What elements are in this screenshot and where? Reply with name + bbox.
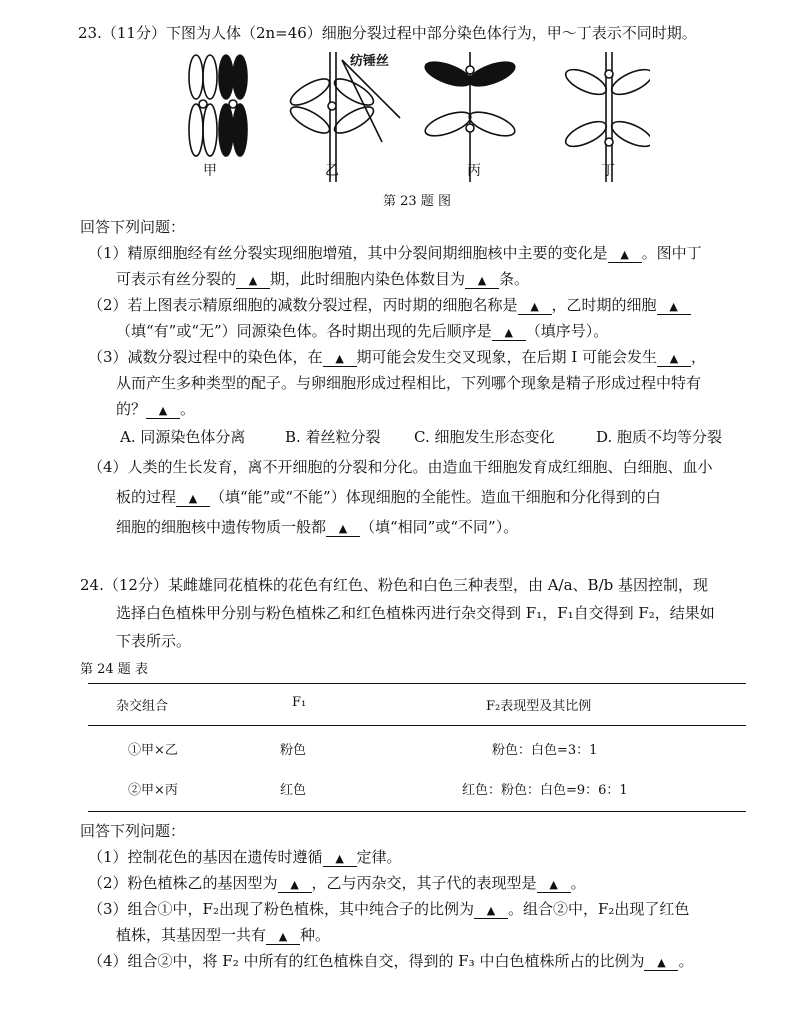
table-header-cross: 杂交组合 xyxy=(116,699,169,714)
answer-blank: ▲ xyxy=(518,300,552,315)
label-jia: 甲 xyxy=(203,163,217,179)
answer-blank: ▲ xyxy=(278,878,312,893)
answer-blank: ▲ xyxy=(492,326,526,341)
spindle-label: 纺锤丝 xyxy=(350,54,390,69)
q24-header-line1: 24.（12分）某雌雄同花植株的花色有红色、粉色和白色三种表型，由 A/a、B/b 基因控制，现 xyxy=(80,576,708,594)
answer-blank: ▲ xyxy=(657,300,691,315)
q23-header: 23.（11分）下图为人体（2n=46）细胞分裂过程中部分染色体行为，甲～丁表示不同时期。 xyxy=(78,24,697,42)
answer-blank: ▲ xyxy=(323,852,357,867)
table-cell: 粉色：白色=3：1 xyxy=(492,743,598,758)
table-header-f1: F₁ xyxy=(292,695,307,710)
option-c: C. 细胞发生形态变化 xyxy=(414,428,555,446)
q23-part3-line1: （3）减数分裂过程中的染色体，在 ▲ 期可能会发生交叉现象，在后期 I 可能会发生 ▲ ， xyxy=(88,348,707,366)
q23-prompt: 回答下列问题： xyxy=(80,218,186,236)
answer-blank: ▲ xyxy=(608,248,642,263)
answer-blank: ▲ xyxy=(146,404,180,419)
answer-blank: ▲ xyxy=(323,352,357,367)
option-d: D. 胞质不均等分裂 xyxy=(596,428,723,446)
label-bing: 丙 xyxy=(467,163,481,179)
table-cell: 粉色 xyxy=(280,743,307,758)
answer-blank: ▲ xyxy=(474,904,508,919)
table-cell: 红色 xyxy=(280,783,307,798)
q24-part3-line2: 植株，其基因型一共有 ▲ 种。 xyxy=(116,926,331,944)
answer-blank: ▲ xyxy=(657,352,691,367)
table-cell: ②甲×丙 xyxy=(128,783,178,798)
q23-part3-line3: 的？ ▲ 。 xyxy=(116,400,196,418)
q24-header-line2: 选择白色植株甲分别与粉色植株乙和红色植株丙进行杂交得到 F₁，F₁自交得到 F₂，结果如 xyxy=(116,604,715,622)
label-yi: 乙 xyxy=(325,163,339,179)
table-cell: ①甲×乙 xyxy=(128,743,178,758)
q23-part1-line1: （1）精原细胞经有丝分裂实现细胞增殖，其中分裂间期细胞核中主要的变化是 ▲ 。图中丁 xyxy=(88,244,702,262)
q24-part4: （4）组合②中，将 F₂ 中所有的红色植株自交，得到的 F₃ 中白色植株所占的比例为 ▲ 。 xyxy=(88,952,694,970)
q23-part4-line3: 细胞的细胞核中遗传物质一般都 ▲ （填“相同”或“不同”）。 xyxy=(116,518,519,536)
option-b: B. 着丝粒分裂 xyxy=(285,428,381,446)
q24-part2: （2）粉色植株乙的基因型为 ▲ ，乙与丙杂交，其子代的表现型是 ▲ 。 xyxy=(88,874,586,892)
table-cell: 红色：粉色：白色=9：6：1 xyxy=(462,783,628,798)
answer-blank: ▲ xyxy=(176,492,210,507)
q24-part1: （1）控制花色的基因在遗传时遵循 ▲ 定律。 xyxy=(88,848,402,866)
q23-part4-line1: （4）人类的生长发育，离不开细胞的分裂和分化。由造血干细胞发育成红细胞、白细胞、血小 xyxy=(88,458,713,476)
answer-blank: ▲ xyxy=(537,878,571,893)
q23-part1-line2: 可表示有丝分裂的 ▲ 期，此时细胞内染色体数目为 ▲ 条。 xyxy=(116,270,530,288)
chromosome-jia xyxy=(189,55,247,156)
q24-prompt: 回答下列问题： xyxy=(80,822,186,840)
q24-header-line3: 下表所示。 xyxy=(116,632,192,650)
option-a: A. 同源染色体分离 xyxy=(120,428,246,446)
table-header-f2: F₂表现型及其比例 xyxy=(486,699,592,714)
answer-blank: ▲ xyxy=(644,956,678,971)
chromosome-diagram xyxy=(170,52,650,182)
chromosome-figure xyxy=(170,52,650,182)
answer-blank: ▲ xyxy=(236,274,270,289)
q23-part4-line2: 板的过程 ▲ （填“能”或“不能”）体现细胞的全能性。造血干细胞和分化得到的白 xyxy=(116,488,661,506)
answer-blank: ▲ xyxy=(266,930,300,945)
table-title: 第 24 题 表 xyxy=(80,662,148,677)
answer-blank: ▲ xyxy=(465,274,499,289)
label-ding: 丁 xyxy=(601,163,615,179)
answer-blank: ▲ xyxy=(326,522,360,537)
q23-part3-line2: 从而产生多种类型的配子。与卵细胞形成过程相比，下列哪个现象是精子形成过程中特有 xyxy=(116,374,702,392)
q23-part2-line2: （填“有”或“无”）同源染色体。各时期出现的先后顺序是 ▲ （填序号）。 xyxy=(116,322,609,340)
q24-part3-line1: （3）组合①中，F₂出现了粉色植株，其中纯合子的比例为 ▲ 。组合②中，F₂出现了红色 xyxy=(88,900,690,918)
q23-part2-line1: （2）若上图表示精原细胞的减数分裂过程，丙时期的细胞名称是 ▲ ，乙时期的细胞 ▲ xyxy=(88,294,691,315)
chromosome-yi xyxy=(287,52,400,182)
figure-caption: 第 23 题 图 xyxy=(383,194,451,209)
